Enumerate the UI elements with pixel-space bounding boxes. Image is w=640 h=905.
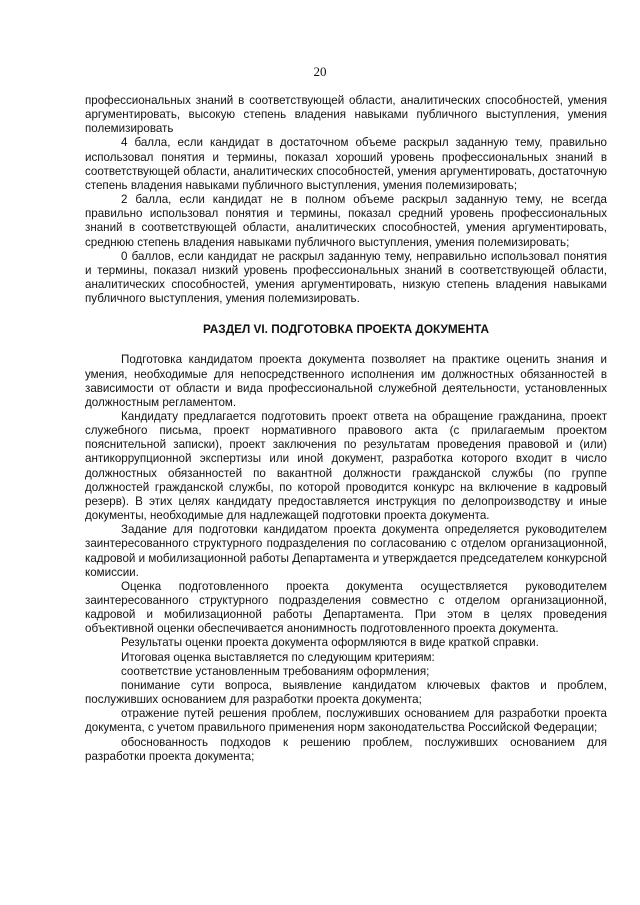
paragraph: Итоговая оценка выставляется по следующим критериям:	[121, 650, 435, 664]
page-content	[85, 94, 607, 764]
criterion-item: понимание сути вопроса, выявление кандидатом ключевых фактов и проблем, послуживших основанием для разработки проекта документа;	[85, 678, 607, 707]
criterion-item: соответствие установленным требованиям оформления;	[121, 664, 430, 678]
paragraph: Оценка подготовленного проекта документа осуществляется руководителем заинтересованного структурного подразделения совместно с отделом организационной, кадровой и мобилизационной работы Департамента. При этом в целях проведения объективной оценки обеспечивается анонимность подготовленного проекта документа.	[85, 579, 607, 636]
page-number: 20	[313, 64, 327, 79]
criterion-item: отражение путей решения проблем, послуживших основанием для разработки проекта документа, с учетом правильного применения норм законодательства Российской Федерации;	[85, 707, 607, 735]
paragraph-score-2: 2 балла, если кандидат не в полном объеме раскрыл заданную тему, не всегда правильно использовал понятия и термины, показал средний уровень профессиональных знаний в соответствующей области, аналитических способностей, умения аргументировать, среднюю степень владения навыками публичного выступления, умения полемизировать;	[85, 193, 607, 249]
criterion-item: обоснованность подходов к решению проблем, послуживших основанием для разработки проекта документа;	[85, 735, 607, 763]
paragraph: Подготовка кандидатом проекта документа позволяет на практике оценить знания и умения, необходимые для непосредственного исполнения им должностных обязанностей в зависимости от области и вида профессиональной служебной деятельности, установленных должностным регламентом.	[85, 353, 607, 409]
paragraph: Задание для подготовки кандидатом проекта документа определяется руководителем заинтересованного структурного подразделения по согласованию с отделом организационной, кадровой и мобилизационной работы Департамента и утверждается председателем конкурсной комиссии.	[85, 523, 607, 579]
paragraph: Кандидату предлагается подготовить проект ответа на обращение гражданина, проект служебного письма, проект нормативного правового акта (с прилагаемым проектом пояснительной записки), проект заключения по результатам проведения правовой и (или) антикоррупционной экспертизы или иной документ, разработка которого входит в число должностных обязанностей по вакантной должности гражданской службы (по группе должностей гражданской службы, по которой проводится конкурс на включение в кадровый резерв). В этих целях кандидату предоставляется инструкция по делопроизводству и иные документы, необходимые для надлежащей подготовки проекта документа.	[85, 409, 607, 523]
paragraph-score-0: 0 баллов, если кандидат не раскрыл заданную тему, неправильно использовал понятия и термины, показал низкий уровень профессиональных знаний в соответствующей области, аналитических способностей, умения аргументировать, низкую степень владения навыками публичного выступления, умения полемизировать.	[85, 249, 607, 306]
paragraph: Результаты оценки проекта документа оформляются в виде краткой справки.	[121, 636, 539, 650]
paragraph-continued: профессиональных знаний в соответствующей области, аналитических способностей, умения аргументировать, высокую степень владения навыками публичного выступления, умения полемизировать	[85, 94, 607, 136]
paragraph-score-4: 4 балла, если кандидат в достаточном объеме раскрыл заданную тему, правильно использовал понятия и термины, показал хороший уровень профессиональных знаний в соответствующей области, аналитических способностей, умения аргументировать, достаточную степень владения навыками публичного выступления, умения полемизировать;	[85, 136, 607, 192]
section-title: РАЗДЕЛ VI. ПОДГОТОВКА ПРОЕКТА ДОКУМЕНТА	[202, 322, 490, 337]
